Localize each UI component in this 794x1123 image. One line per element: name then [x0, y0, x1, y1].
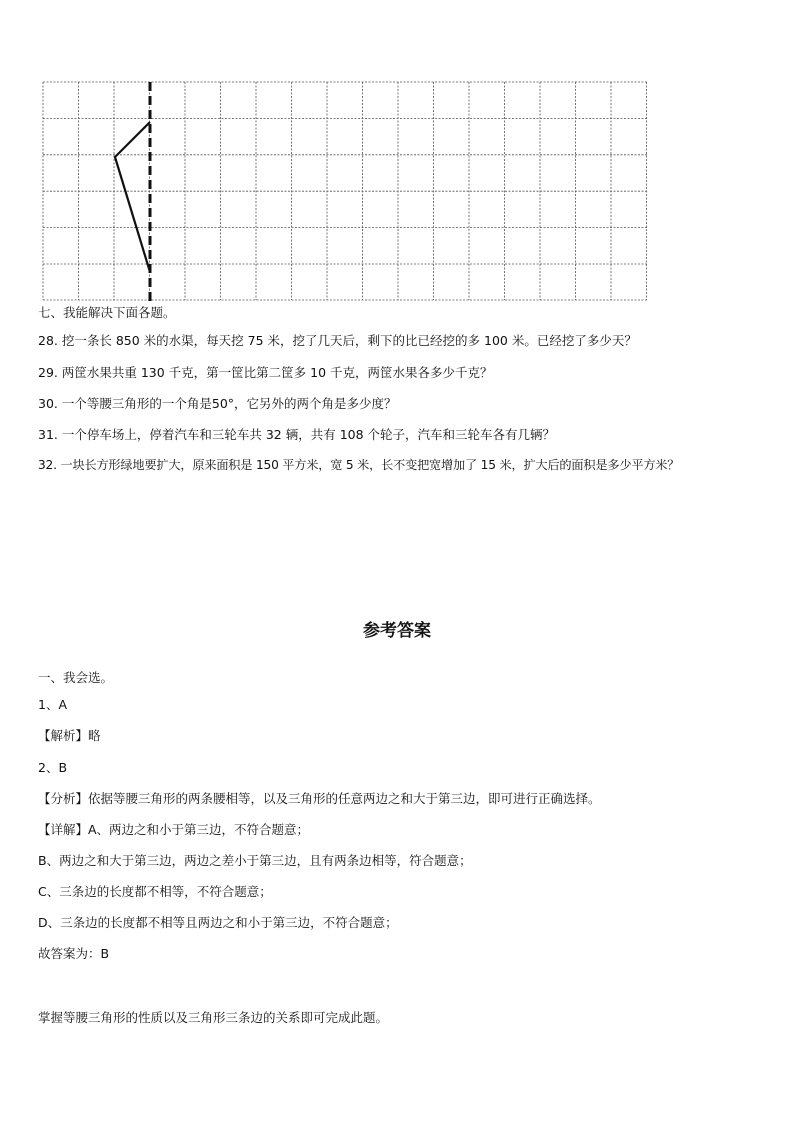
- question-31: [38, 427, 555, 443]
- question-29: [38, 365, 493, 381]
- answer-1-analysis: 【解析】略: [38, 728, 101, 743]
- question-30: [38, 396, 397, 412]
- answer-part-heading: 一、我会选。: [38, 670, 114, 685]
- question-32: [38, 457, 679, 473]
- question-text: 一块长方形绿地要扩大，原来面积是 150 平方米，宽 5 米，长不变把宽增加了 15 米，扩大后的面积是多少平方米？: [60, 458, 680, 472]
- question-text: 两筐水果共重 130 千克，第一筐比第二筐多 10 千克，两筐水果各多少千克？: [61, 365, 493, 380]
- question-number: 31.: [38, 427, 58, 442]
- answer-1: 1、A: [38, 697, 68, 712]
- answer-title: 参考答案: [363, 621, 431, 641]
- section-heading: 七、我能解决下面各题。: [38, 305, 176, 320]
- answer-2-summary: 掌握等腰三角形的性质以及三角形三条边的关系即可完成此题。: [38, 1010, 389, 1025]
- answer-2-option-b: B、两边之和大于第三边，两边之差小于第三边，且有两条边相等，符合题意；: [38, 853, 472, 868]
- grid-figure: [43, 82, 647, 302]
- question-number: 30.: [38, 396, 58, 411]
- question-number: 28.: [38, 333, 58, 348]
- question-number: 29.: [38, 365, 58, 380]
- question-text: 一个等腰三角形的一个角是50°，它另外的两个角是多少度？: [61, 396, 397, 411]
- half-figure-polyline: [115, 122, 150, 272]
- answer-2-final: 故答案为：B: [38, 946, 110, 961]
- answer-2-option-d: D、三条边的长度都不相等且两边之和小于第三边，不符合题意；: [38, 915, 398, 930]
- answer-2-detail: 【详解】A、两边之和小于第三边，不符合题意；: [38, 822, 310, 837]
- question-text: 挖一条长 850 米的水渠，每天挖 75 米，挖了几天后，剩下的比已经挖的多 100 米。已经挖了多少天？: [61, 333, 637, 348]
- question-text: 一个停车场上，停着汽车和三轮车共 32 辆，共有 108 个轮子，汽车和三轮车各有几辆？: [61, 427, 556, 442]
- grid-svg: [43, 82, 647, 302]
- answer-2: 2、B: [38, 760, 68, 775]
- question-number: 32.: [38, 458, 57, 472]
- answer-2-analysis: 【分析】依据等腰三角形的两条腰相等，以及三角形的任意两边之和大于第三边，即可进行正确选择。: [38, 791, 601, 806]
- grid-lines: [43, 82, 647, 300]
- question-28: [38, 333, 637, 349]
- answer-2-option-c: C、三条边的长度都不相等，不符合题意；: [38, 884, 272, 899]
